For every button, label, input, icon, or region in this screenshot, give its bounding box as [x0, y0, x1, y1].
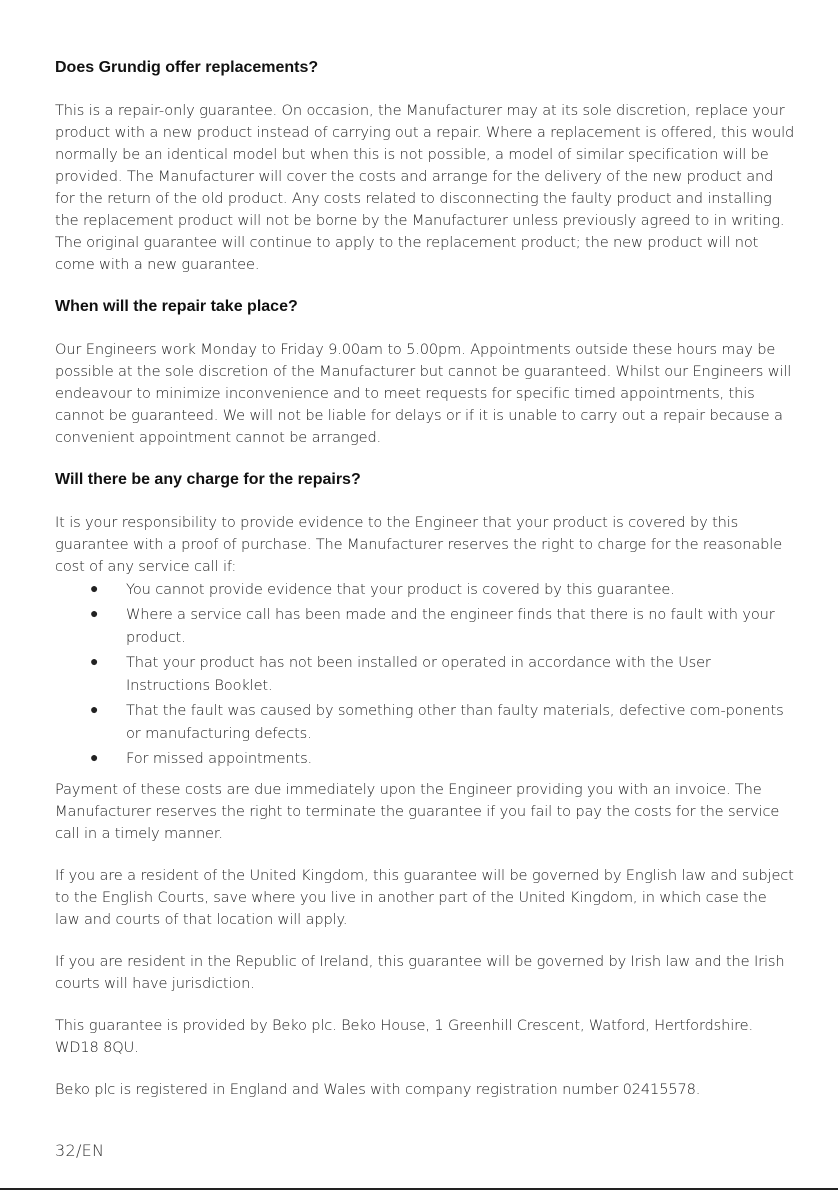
- provider-address-paragraph: This guarantee is provided by Beko plc. Beko House, 1 Greenhill Crescent, Watford, Hertfordshire. WD18 8QU.: [55, 1017, 753, 1056]
- uk-law-paragraph: If you are a resident of the United Kingdom, this guarantee will be governed by English law and subject to the English Courts, save where you live in another part of the United Kingdom, in which case the law and courts of that location will apply.: [55, 867, 794, 928]
- bottom-divider: [0, 1188, 838, 1190]
- bullet-icon: ●: [90, 605, 99, 622]
- bullet-text: You cannot provide evidence that your product is covered by this guarantee.: [126, 581, 675, 598]
- company-registration-paragraph: Beko plc is registered in England and Wales with company registration number 02415578.: [55, 1081, 701, 1098]
- bullet-icon: ●: [90, 701, 99, 718]
- list-item: [55, 578, 795, 602]
- charges-bullet-list: [55, 578, 795, 770]
- list-item: [55, 651, 795, 698]
- bullet-text: That your product has not been installed or operated in accordance with the User Instructions Booklet.: [126, 653, 711, 694]
- list-item: [55, 699, 795, 746]
- bullet-text: That the fault was caused by something other than faulty materials, defective com-ponents or manufacturing defects.: [126, 701, 784, 742]
- repair-time-paragraph: Our Engineers work Monday to Friday 9.00am to 5.00pm. Appointments outside these hours may be possible at the sole discretion of the Manufacturer but cannot be guaranteed. Whilst our Engineers will endeavour to minimize inconvenience and to meet requests for specific timed appointments, this cannot be guaranteed. We will not be liable for delays or if it is unable to carry out a repair because a convenient appointment cannot be arranged.: [55, 341, 792, 446]
- list-item: [55, 603, 795, 650]
- bullet-icon: ●: [90, 581, 99, 597]
- page-number: 32/EN: [55, 1141, 105, 1160]
- section-heading-replacements: Does Grundig offer replacements?: [55, 59, 319, 76]
- section-heading-charges: Will there be any charge for the repairs?: [55, 471, 361, 488]
- charges-intro-paragraph: It is your responsibility to provide evidence to the Engineer that your product is covered by this guarantee with a proof of purchase. The Manufacturer reserves the right to charge for the reasonable cost of any service call if:: [55, 514, 783, 575]
- ireland-law-paragraph: If you are resident in the Republic of Ireland, this guarantee will be governed by Irish law and the Irish courts will have jurisdiction.: [55, 953, 785, 992]
- bullet-icon: ●: [90, 749, 99, 766]
- bullet-icon: ●: [90, 653, 99, 670]
- payment-paragraph: Payment of these costs are due immediately upon the Engineer providing you with an invoice. The Manufacturer reserves the right to terminate the guarantee if you fail to pay the costs for the service call in a timely manner.: [55, 781, 780, 842]
- bullet-text: Where a service call has been made and the engineer finds that there is no fault with your product.: [126, 605, 775, 646]
- list-item: [55, 747, 795, 771]
- document-page: [55, 57, 795, 1101]
- replacements-paragraph: This is a repair-only guarantee. On occasion, the Manufacturer may at its sole discretion, replace your product with a new product instead of carrying out a repair. Where a replacement is offered, this would normally be an identical model but when this is not possible, a model of similar specification will be provided. The Manufacturer will cover the costs and arrange for the delivery of the new product and for the return of the old product. Any costs related to disconnecting the faulty product and installing the replacement product will not be borne by the Manufacturer unless previously agreed to in writing. The original guarantee will continue to apply to the replacement product; the new product will not come with a new guarantee.: [55, 102, 795, 273]
- section-heading-repair-time: When will the repair take place?: [55, 298, 298, 315]
- bullet-text: For missed appointments.: [126, 749, 313, 767]
